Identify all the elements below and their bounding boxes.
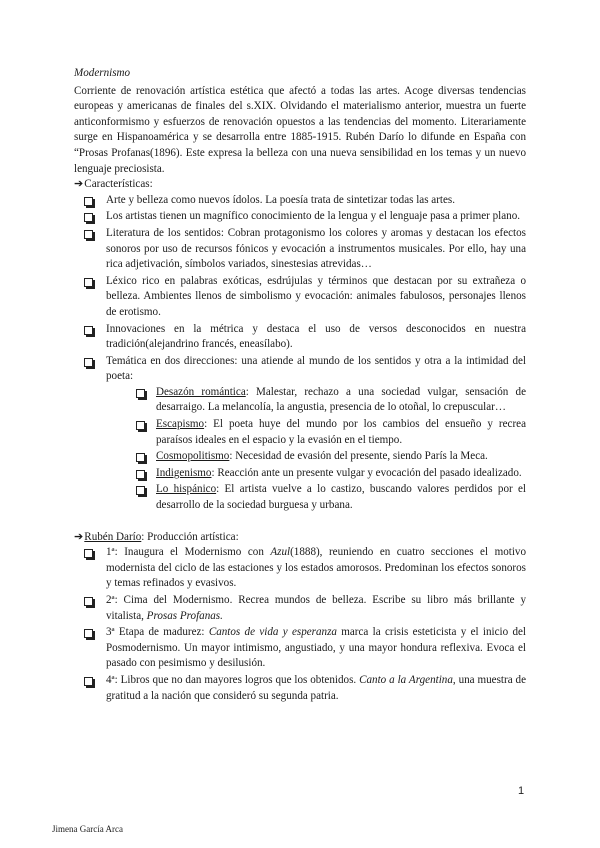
arrow-icon: ➔	[74, 178, 84, 191]
checkbox-bullet-icon	[136, 470, 145, 479]
list-item: Los artistas tienen un magnífico conocimiento de la lengua y el lenguaje pasa a primer plano.	[84, 209, 526, 225]
document-content	[74, 66, 526, 705]
section-title: Modernismo	[74, 67, 131, 79]
list-item: Innovaciones en la métrica y destaca el uso de versos desconocidos en nuestra tradición(alejandrino francés, eneasílabo).	[84, 322, 526, 353]
sublist-item: Desazón romántica: Malestar, rechazo a una sociedad vulgar, sensación de desarraigo. La melancolía, la angustia, presencia de lo otoñal, lo crepuscular…	[136, 385, 526, 416]
list-item: 4ª: Libros que no dan mayores logros que los obtenidos. Canto a la Argentina, una muestra de gratitud a la nación que consideró su segunda patria.	[84, 673, 526, 704]
list-item: Literatura de los sentidos: Cobran protagonismo los colores y aromas y destacan los efectos sonoros por uso de recursos fónicos y evocación a instrumentos musicales. Por ello, hay una rica adjetivación, símbolos variados, sinestesias atrevidas…	[84, 226, 526, 273]
arrow-icon: ➔	[74, 530, 84, 543]
checkbox-bullet-icon	[84, 230, 93, 239]
checkbox-bullet-icon	[136, 486, 145, 495]
checkbox-bullet-icon	[84, 278, 93, 287]
production-list	[84, 545, 526, 704]
checkbox-bullet-icon	[84, 597, 93, 606]
checkbox-bullet-icon	[84, 677, 93, 686]
checkbox-bullet-icon	[136, 389, 145, 398]
sublist-item: Escapismo: El poeta huye del mundo por los cambios del ensueño y recrea paraísos ideales en el espacio y la evasión en el tiempo.	[136, 417, 526, 448]
production-label: : Producción artística:	[141, 530, 239, 543]
checkbox-bullet-icon	[84, 197, 93, 206]
sublist-item: Lo hispánico: El artista vuelve a lo castizo, buscando valores perdidos por el desarrollo de la sociedad burguesa y urbana.	[136, 482, 526, 513]
intro-paragraph: Corriente de renovación artística estética que afectó a todas las artes. Acoge diversas tendencias europeas y americanas de finales del s.XIX. Olvidando el materialismo anterior, muestra un fuerte anticonformismo y esfuerzos de renovación opuestos a las tendencias del momento. Literariamente surge en Hispanoamérica y se desarrolla entre 1885-1915. Rubén Darío lo difunde en España con “Prosas Profanas(1896). Este expresa la belleza con una nueva sensibilidad en los temas y un nuevo lenguaje preciosista.	[74, 84, 526, 175]
characteristics-label: Características:	[84, 178, 153, 191]
checkbox-bullet-icon	[84, 326, 93, 335]
sublist-item: Indigenismo: Reacción ante un presente vulgar y evocación del pasado idealizado.	[136, 466, 526, 482]
checkbox-bullet-icon	[84, 358, 93, 367]
themes-sublist	[136, 385, 526, 514]
checkbox-bullet-icon	[136, 453, 145, 462]
checkbox-bullet-icon	[84, 213, 93, 222]
production-heading	[74, 530, 526, 546]
list-item: 1ª: Inaugura el Modernismo con Azul(1888), reuniendo en cuatro secciones el motivo modernista del ciclo de las estaciones y los estados amorosos. Predominan los efectos sonoros y temas refinados y evasivos.	[84, 545, 526, 592]
checkbox-bullet-icon	[84, 629, 93, 638]
characteristics-list	[84, 193, 526, 514]
author-name: Rubén Darío	[84, 530, 142, 543]
page-number: 1	[518, 785, 525, 797]
spacer	[74, 515, 526, 530]
list-item: Léxico rico en palabras exóticas, esdrújulas y términos que destacan por su extrañeza o belleza. Ambientes llenos de simbolismo y evocación: animales fabulosos, personajes llenos de erotismo.	[84, 274, 526, 321]
sublist-item: Cosmopolitismo: Necesidad de evasión del presente, siendo París la Meca.	[136, 449, 526, 465]
characteristics-heading	[74, 177, 526, 193]
list-item: 3ª Etapa de madurez: Cantos de vida y esperanza marca la crisis esteticista y el inicio del Posmodernismo. Un mayor intimismo, angustiado, y una mayor hondura reflexiva. Evoca el pasado con pesimismo y desilusión.	[84, 625, 526, 672]
footer-author: Jimena García Arca	[52, 824, 123, 834]
list-item: Temática en dos direcciones: una atiende al mundo de los sentidos y otra a la intimidad del poeta: Desazón romántica: Malestar, rechazo a una sociedad vulgar, sensación de desarraigo. La melancolía, la angustia, presencia de lo otoñal, lo crepuscular… Escapismo: El poeta huye del mundo por los cambios del ensueño y recrea paraísos ideales en el espacio y la evasión en el tiempo. Cosmopolitismo: Necesidad de evasión del presente, siendo París la Meca. Indigenismo: Reacción ante un presente vulgar y evocación del pasado idealizado. Lo hispánico: El artista vuelve a lo castizo, buscando valores perdidos por el desarrollo de la sociedad burguesa y urbana.	[84, 354, 526, 514]
checkbox-bullet-icon	[84, 549, 93, 558]
list-item: Arte y belleza como nuevos ídolos. La poesía trata de sintetizar todas las artes.	[84, 193, 526, 209]
checkbox-bullet-icon	[136, 421, 145, 430]
list-item: 2ª: Cima del Modernismo. Recrea mundos de belleza. Escribe su libro más brillante y vitalista, Prosas Profanas.	[84, 593, 526, 624]
